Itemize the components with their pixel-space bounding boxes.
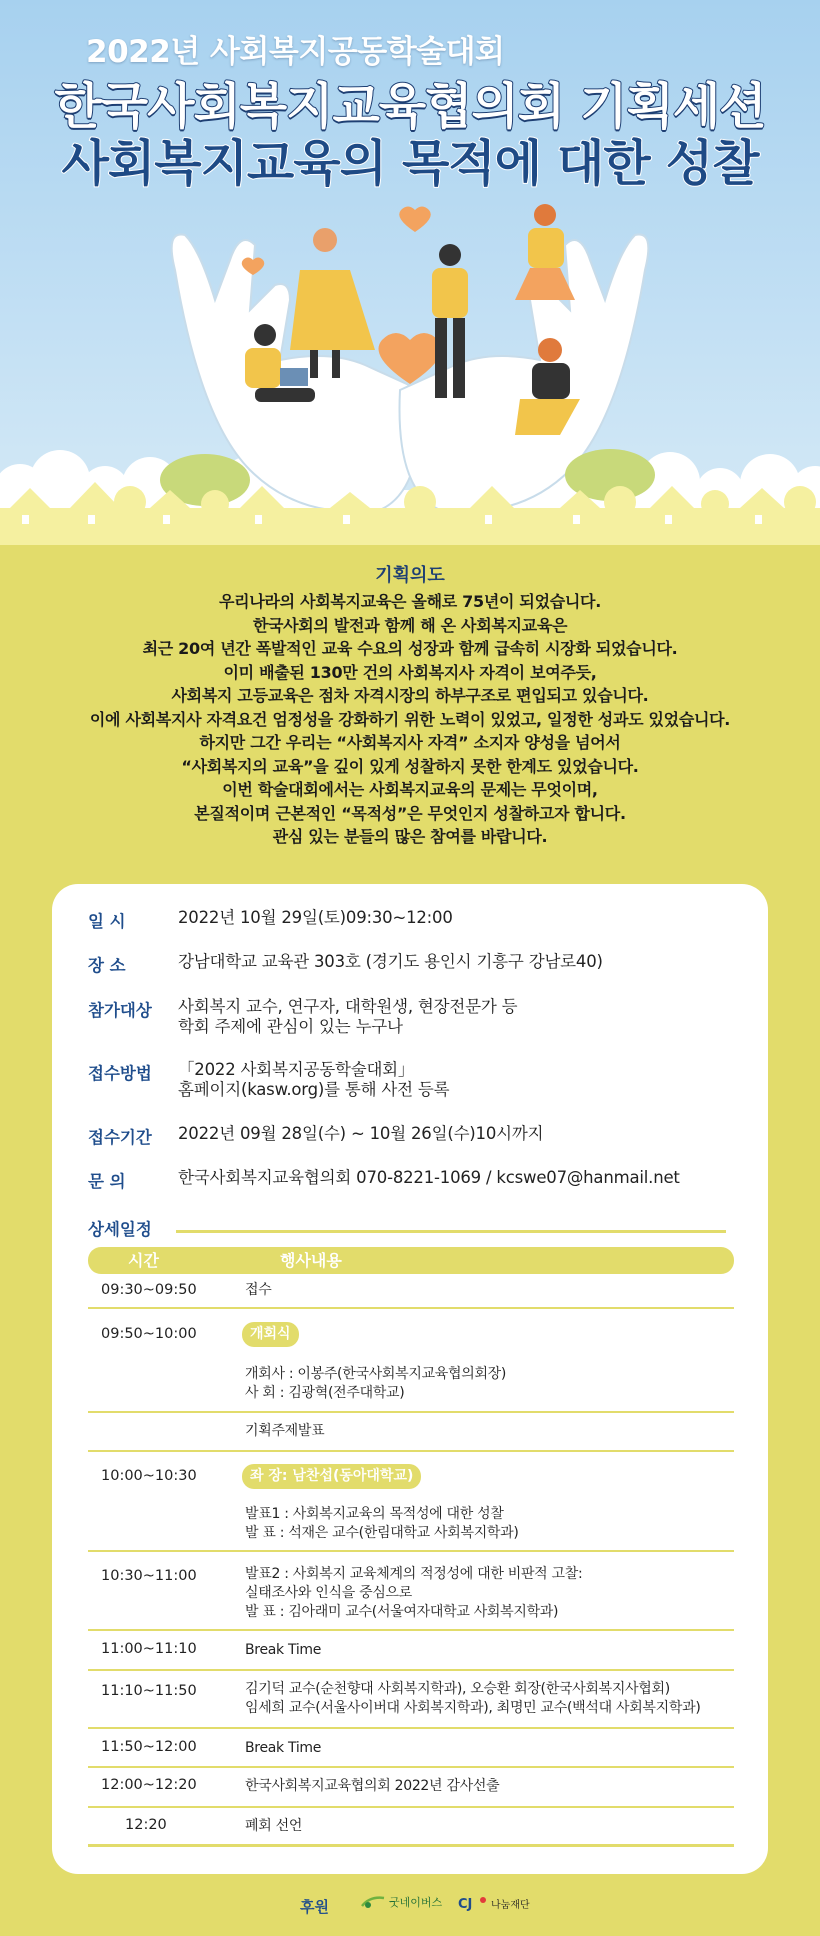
schedule-time: 11:50~12:00 <box>101 1739 197 1755</box>
info-value: 한국사회복지교육협의회 070-8221-1069 / kcswe07@hanmail.net <box>178 1168 680 1187</box>
event-info-card <box>52 884 768 1874</box>
intent-line: 사회복지 고등교육은 점차 자격시장의 하부구조로 편입되고 있습니다. <box>171 686 649 705</box>
schedule-divider <box>88 1766 734 1768</box>
session-topic: 사회복지교육의 목적에 대한 성찰 <box>61 135 759 192</box>
planning-intent <box>0 562 820 849</box>
schedule-content: 김기덕 교수(순천향대 사회복지학과), 오승환 회장(한국사회복지사협회) 임세희 교수(서울사이버대 사회복지학과), 최명민 교수(백석대 사회복지학과) <box>245 1681 701 1716</box>
schedule-divider <box>88 1806 734 1808</box>
info-value: 강남대학교 교육관 303호 (경기도 용인시 기흥구 강남로40) <box>178 952 603 971</box>
intent-line: 이미 배출된 130만 건의 사회복지사 자격이 보여주듯, <box>223 662 597 682</box>
intent-line: 본질적이며 근본적인 “목적성”은 무엇인지 성찰하고자 합니다. <box>194 803 626 823</box>
schedule-time: 10:00~10:30 <box>101 1468 197 1484</box>
schedule-time: 11:00~11:10 <box>101 1641 197 1657</box>
schedule-time: 09:30~09:50 <box>101 1282 197 1298</box>
schedule-divider <box>88 1669 734 1671</box>
intent-line: 우리나라의 사회복지교육은 올해로 75년이 되었습니다. <box>219 592 601 611</box>
schedule-time: 12:00~12:20 <box>101 1777 197 1793</box>
intent-line: 최근 20여 년간 폭발적인 교육 수요의 성장과 함께 급속히 시장화 되었습니다. <box>142 639 678 658</box>
schedule-content: 발표1 : 사회복지교육의 목적성에 대한 성찰 발 표 : 석재은 교수(한림대학교 사회복지학과) <box>245 1506 519 1541</box>
schedule-content: 폐회 선언 <box>245 1818 303 1834</box>
info-value: 사회복지 교수, 연구자, 대학원생, 현장전문가 등 학회 주제에 관심이 있는 누구나 <box>178 997 518 1036</box>
info-label: 접수방법 <box>88 1064 152 1083</box>
schedule-content: Break Time <box>245 1642 322 1658</box>
schedule-divider <box>88 1550 734 1552</box>
intent-line: 이에 사회복지사 자격요건 엄정성을 강화하기 위한 노력이 있었고, 일정한 성과도 있었습니다. <box>89 709 731 729</box>
info-label: 문 의 <box>88 1172 126 1191</box>
info-venue <box>88 952 603 976</box>
sponsor-label: 후원 <box>300 1898 329 1916</box>
event-subtitle: 2022년 사회복지공동학술대회 <box>86 34 505 70</box>
schedule-header-time: 시간 <box>128 1251 159 1270</box>
schedule-time: 10:30~11:00 <box>101 1568 197 1584</box>
svg-text:CJ: CJ <box>458 1897 473 1912</box>
info-value: 「2022 사회복지공동학술대회」 홈페이지(kasw.org)를 통해 사전 등록 <box>178 1060 450 1099</box>
opening-ceremony-badge: 개회식 <box>242 1322 299 1347</box>
schedule-bottom-rule <box>88 1844 734 1847</box>
schedule-time: 12:20 <box>125 1817 167 1833</box>
intent-line: 관심 있는 분들의 많은 참여를 바랍니다. <box>272 827 548 846</box>
schedule-content: 접수 <box>245 1282 272 1298</box>
schedule-content: 발표2 : 사회복지 교육체계의 적정성에 대한 비판적 고찰: 실태조사와 인식을 중심으로 발 표 : 김아래미 교수(서울여자대학교 사회복지학과) <box>245 1566 583 1620</box>
hero-illustration <box>0 190 820 545</box>
info-registration-method <box>88 1060 449 1100</box>
schedule-header <box>88 1247 734 1274</box>
schedule-divider <box>88 1411 734 1413</box>
info-date <box>88 908 453 932</box>
schedule-content: 개회사 : 이봉주(한국사회복지교육협의회장) 사 회 : 김광혁(전주대학교) <box>245 1366 507 1401</box>
info-label: 장 소 <box>88 956 126 975</box>
schedule-divider <box>88 1450 734 1452</box>
schedule-divider <box>88 1727 734 1729</box>
info-value: 2022년 09월 28일(수) ~ 10월 26일(수)10시까지 <box>178 1124 544 1143</box>
schedule-content: Break Time <box>245 1740 322 1756</box>
schedule-divider <box>88 1629 734 1631</box>
info-registration-period <box>88 1124 543 1148</box>
schedule-title-rule <box>176 1230 726 1233</box>
sponsor-footer <box>0 1890 820 1924</box>
schedule-header-content: 행사내용 <box>280 1251 342 1270</box>
schedule-title: 상세일정 <box>88 1220 152 1239</box>
goodneighbors-logo: 굿네이버스 <box>360 1894 442 1910</box>
schedule-time: 11:10~11:50 <box>101 1683 197 1699</box>
hero-banner <box>0 0 820 545</box>
session-title: 한국사회복지교육협의회 기획세션 <box>54 78 766 135</box>
info-label: 일 시 <box>88 912 126 931</box>
info-audience <box>88 997 517 1037</box>
info-label: 접수기간 <box>88 1128 152 1147</box>
intent-line: “사회복지의 교육”을 깊이 있게 성찰하지 못한 한계도 있었습니다. <box>181 756 639 776</box>
schedule-content: 기획주제발표 <box>245 1423 325 1439</box>
schedule-content: 한국사회복지교육협의회 2022년 감사선출 <box>245 1778 500 1794</box>
schedule-time: 09:50~10:00 <box>101 1326 197 1342</box>
info-label: 참가대상 <box>88 1001 152 1020</box>
intent-title: 기획의도 <box>375 565 445 586</box>
intent-line: 한국사회의 발전과 함께 해 온 사회복지교육은 <box>252 615 568 635</box>
schedule-divider <box>88 1307 734 1309</box>
info-value: 2022년 10월 29일(토)09:30~12:00 <box>178 908 453 927</box>
intent-line: 하지만 그간 우리는 “사회복지사 자격” 소지자 양성을 넘어서 <box>199 733 621 752</box>
intent-line: 이번 학술대회에서는 사회복지교육의 문제는 무엇이며, <box>222 780 598 799</box>
goodneighbors-icon <box>360 1894 386 1910</box>
cj-icon <box>458 1894 488 1912</box>
info-contact <box>88 1168 680 1192</box>
chair-badge: 좌 장: 남찬섭(동아대학교) <box>242 1464 421 1489</box>
cj-foundation-logo: CJ 나눔재단 <box>458 1894 530 1912</box>
